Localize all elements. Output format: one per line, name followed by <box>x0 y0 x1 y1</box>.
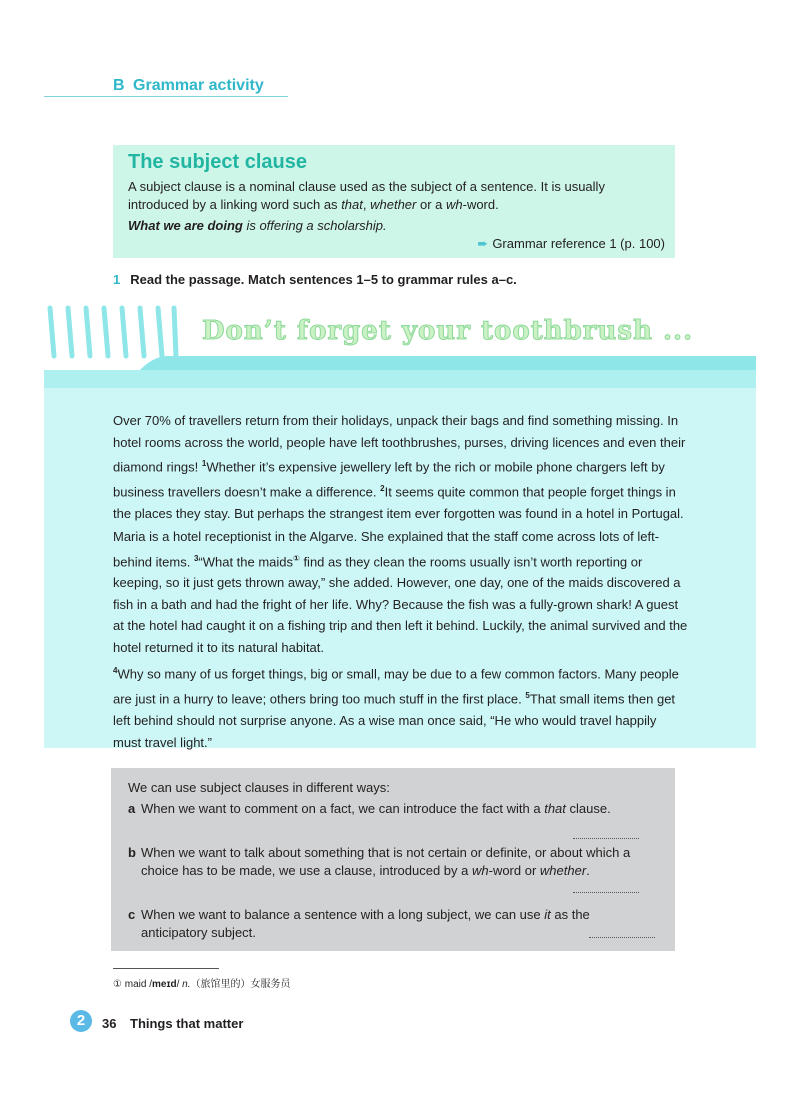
grammar-rules-box <box>111 768 675 951</box>
desc-wh: wh <box>445 197 463 212</box>
section-title: Grammar activity <box>133 77 264 94</box>
answer-blank-b-row <box>128 880 659 906</box>
arrow-right-icon: ➨ <box>477 236 489 251</box>
rule-text: . <box>586 863 590 878</box>
rule-text: When we want to comment on a fact, we can introduce the fact with a <box>141 801 545 816</box>
answer-blank-c[interactable] <box>589 937 655 938</box>
article-paragraph-3 <box>113 660 688 753</box>
article-text: find as they clean the rooms usually isn’t worth reporting or keeping, so it just gets thrown away,” she added. However, one day, one of the maids discovered a fish in a bath and had the fright of her life. Why? Because the fish was a fully-grown shark! A guest at the hotel had caught it on a fishing trip and then left it behind. Luckily, the animal survived and the hotel returned it to its natural habitat. <box>113 553 688 655</box>
grammar-example <box>128 217 665 235</box>
rules-intro: We can use subject clauses in different ways: <box>128 780 390 795</box>
tally-marks-icon <box>44 302 184 362</box>
footnote-ipa: meɪd <box>151 979 177 990</box>
answer-blank-b[interactable] <box>573 892 639 893</box>
page-number: 36 <box>102 1016 117 1031</box>
footnote-pos: n. <box>182 979 191 990</box>
footnote-marker[interactable]: ① <box>293 553 300 563</box>
unit-badge: 2 <box>70 1010 92 1032</box>
rule-keyword: it <box>544 907 551 922</box>
rule-label: c <box>128 907 136 922</box>
grammar-box-title: The subject clause <box>128 151 307 173</box>
rule-text: -word or <box>488 863 540 878</box>
rule-text: as the anticipatory subject. <box>141 907 590 940</box>
sentence-number: 1 <box>201 459 207 468</box>
section-letter: B <box>113 77 125 94</box>
desc-text: , <box>362 197 371 212</box>
article-paragraph-2 <box>113 526 688 658</box>
rule-text: clause. <box>565 801 611 816</box>
article-text: It seems quite common that people forget things in the places they stay. But perhaps the strangest item ever forgotten was found in a hotel in Portugal. <box>113 484 684 521</box>
desc-text: -word. <box>462 197 499 212</box>
desc-that: that <box>341 197 363 212</box>
rule-keyword: whether <box>539 863 587 878</box>
article-body <box>113 410 688 755</box>
footnote-mark: ① <box>113 979 122 990</box>
rule-label: b <box>128 845 136 860</box>
article-text: Why so many of us forget things, big or small, may be due to a few common factors. Many people are just in a hurry to leave; others bring too much stuff in the first place. <box>113 666 679 707</box>
article-title: Don’t forget your toothbrush ... <box>202 316 694 346</box>
article-text: That small items then get left behind should not surprise anyone. As a wise man once said, “He who would travel happily must travel light.” <box>113 691 676 750</box>
desc-text: or a <box>416 197 446 212</box>
rule-b <box>128 844 659 880</box>
footnote <box>113 975 291 990</box>
answer-blank-a[interactable] <box>573 838 639 839</box>
rule-label: a <box>128 801 136 816</box>
grammar-reference-link[interactable] <box>477 236 665 252</box>
article-banner <box>44 356 756 388</box>
article-text: Whether it’s expensive jewellery left by the rich or mobile phone chargers left by business travellers doesn’t make a difference. <box>113 459 665 500</box>
rule-keyword: wh <box>471 863 489 878</box>
footnote-gloss: （旅馆里的）女服务员 <box>190 979 291 990</box>
footnote-word: maid / <box>121 979 152 990</box>
rule-a <box>128 800 659 818</box>
sentence-number: 3 <box>193 553 199 563</box>
grammar-box <box>113 145 675 258</box>
answer-blank-a-row <box>128 818 659 844</box>
rule-text: When we want to talk about something that is not certain or definite, or about which a choice has to be made, we use a clause, introduced by a <box>141 845 631 878</box>
desc-text: A subject clause is a nominal clause used as the subject of a sentence. It is usually introduced by a linking word such as <box>128 179 605 212</box>
exercise-instruction <box>113 272 517 287</box>
exercise-number: 1 <box>113 272 121 287</box>
article-paragraph-1 <box>113 410 688 524</box>
exercise-text: Read the passage. Match sentences 1–5 to grammar rules a–c. <box>130 272 517 287</box>
rule-text: When we want to balance a sentence with a long subject, we can use <box>141 907 545 922</box>
footnote-slash: / <box>176 979 183 990</box>
desc-whether: whether <box>370 197 417 212</box>
example-subject: What we are doing <box>128 218 243 233</box>
example-rest: is offering a scholarship. <box>242 218 387 233</box>
article-text: Over 70% of travellers return from their holidays, unpack their bags and find something missing. In hotel rooms across the world, people have left toothbrushes, purses, driving licences and even their diamond rings! <box>113 413 686 475</box>
grammar-reference-text: Grammar reference 1 (p. 100) <box>492 236 665 251</box>
sentence-number: 4 <box>113 666 118 676</box>
article-text: “What the maids <box>198 553 294 569</box>
rule-keyword: that <box>544 801 566 816</box>
sentence-number: 2 <box>380 483 385 493</box>
unit-title: Things that matter <box>130 1016 244 1031</box>
section-underline <box>44 96 288 97</box>
section-heading <box>113 77 264 95</box>
rule-c <box>128 906 659 942</box>
article-text: Maria is a hotel receptionist in the Algarve. She explained that the staff come across lots of left-behind items. <box>113 529 660 569</box>
footnote-rule <box>113 968 219 969</box>
grammar-box-description <box>128 178 665 214</box>
sentence-number: 5 <box>525 691 530 701</box>
